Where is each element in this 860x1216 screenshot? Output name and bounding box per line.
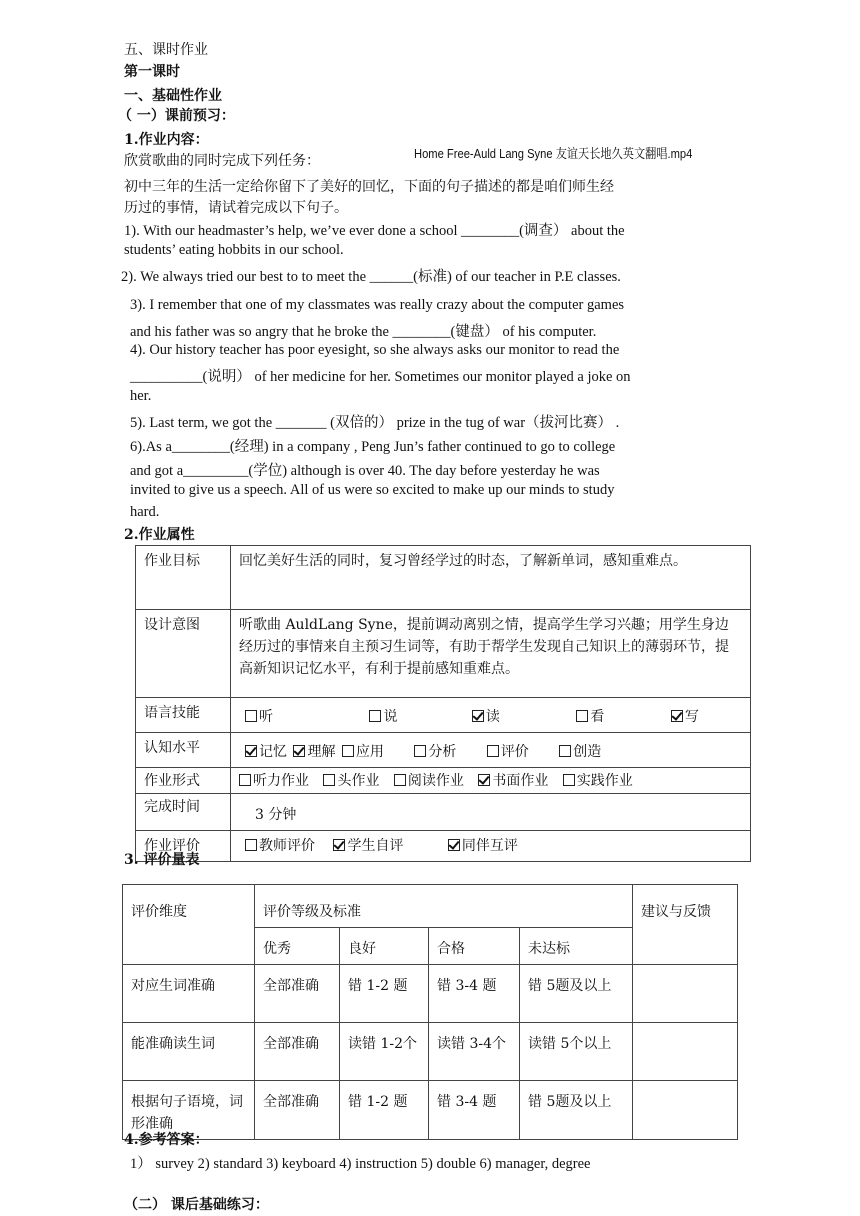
- checkbox-checked-icon[interactable]: [333, 839, 345, 851]
- intro-text-3: 历过的事情，请试着完成以下句子。: [124, 200, 348, 216]
- rubric-header-level: 评价等级及标准: [255, 885, 633, 928]
- time-value: 3 分钟: [231, 794, 751, 831]
- after-class-heading: （二） 课后基础练习：: [124, 1197, 269, 1213]
- evaluation-option[interactable]: 学生自评: [333, 835, 403, 857]
- cognition-option[interactable]: 应用: [342, 741, 384, 763]
- answers-text: 1） survey 2) standard 3) keyboard 4) instruction 5) double 6) manager, degree: [130, 1156, 591, 1172]
- checkbox-icon[interactable]: [369, 710, 381, 722]
- design-value: 听歌曲 AuldLang Syne，提前调动离别之情，提高学生学习兴趣；用学生身边经历过的事情来自主预习生词等，有助于帮学生发现自己知识上的薄弱环节，提高新知识记忆水平，有利于提前感知重难点。: [231, 610, 751, 698]
- goal-key: 作业目标: [136, 546, 231, 610]
- cognition-option[interactable]: 评价: [487, 741, 529, 763]
- question-3-line-1: 3). I remember that one of my classmates was really crazy about the computer games: [130, 297, 625, 313]
- time-key: 完成时间: [136, 794, 231, 831]
- rubric-table: [122, 884, 738, 1140]
- checkbox-checked-icon[interactable]: [245, 745, 257, 757]
- lesson-heading: 第一课时: [124, 64, 180, 80]
- skill-options: [231, 698, 751, 733]
- checkbox-icon[interactable]: [342, 745, 354, 757]
- answers-title: 4.参考答案：: [124, 1132, 209, 1148]
- design-key: 设计意图: [136, 610, 231, 698]
- cognition-option[interactable]: 分析: [414, 741, 456, 763]
- cognition-option[interactable]: 理解: [293, 741, 335, 763]
- checkbox-checked-icon[interactable]: [671, 710, 683, 722]
- form-options: [231, 768, 751, 794]
- rubric-feedback-cell: [633, 1081, 738, 1140]
- cognition-option[interactable]: 记忆: [245, 741, 287, 763]
- rubric-cell: 错 3-4 题: [429, 1081, 520, 1140]
- rubric-header-dimension: 评价维度: [123, 885, 255, 965]
- rubric-cell: 错 3-4 题: [429, 965, 520, 1023]
- level-label: 未达标: [520, 928, 633, 965]
- evaluation-option[interactable]: 同伴互评: [448, 835, 518, 857]
- attributes-table: [135, 545, 751, 862]
- form-key: 作业形式: [136, 768, 231, 794]
- cognition-options: [231, 733, 751, 768]
- attributes-title: 2.作业属性: [124, 527, 195, 543]
- rubric-cell: 错 5题及以上: [520, 1081, 633, 1140]
- level-label: 优秀: [255, 928, 340, 965]
- question-5: 5). Last term, we got the _______ (双倍的） prize in the tug of war（拔河比赛） .: [130, 415, 620, 431]
- question-6-line-1: 6).As a________(经理) in a company , Peng Jun’s father continued to go to college: [130, 439, 616, 455]
- video-link[interactable]: Home Free-Auld Lang Syne 友谊天长地久英文翻唱.mp4: [414, 146, 693, 161]
- checkbox-checked-icon[interactable]: [293, 745, 305, 757]
- content-title: 1.作业内容：: [124, 132, 209, 148]
- rubric-feedback-cell: [633, 1023, 738, 1081]
- rubric-dimension: 能准确读生词: [123, 1023, 255, 1081]
- cognition-key: 认知水平: [136, 733, 231, 768]
- form-option[interactable]: 实践作业: [563, 770, 633, 792]
- form-option[interactable]: 书面作业: [478, 770, 548, 792]
- skill-option[interactable]: 听: [245, 706, 355, 728]
- checkbox-icon[interactable]: [394, 774, 406, 786]
- question-1-line-1: 1). With our headmaster’s help, we’ve ever done a school ________(调查） about the: [124, 223, 625, 239]
- evaluation-option[interactable]: 教师评价: [245, 835, 315, 857]
- skill-option[interactable]: 说: [369, 706, 457, 728]
- sub-heading: （ 一）课前预习：: [118, 108, 235, 124]
- rubric-title: 3. 评价量表: [124, 852, 200, 868]
- checkbox-checked-icon[interactable]: [448, 839, 460, 851]
- question-6-line-2: and got a_________(学位) although is over 40. The day before yesterday he was: [130, 463, 600, 479]
- checkbox-icon[interactable]: [323, 774, 335, 786]
- form-option[interactable]: 听力作业: [239, 770, 309, 792]
- goal-value: 回忆美好生活的同时，复习曾经学过的时态，了解新单词，感知重难点。: [231, 546, 751, 610]
- section-heading: 五、课时作业: [124, 42, 208, 58]
- rubric-cell: 错 5题及以上: [520, 965, 633, 1023]
- level-label: 良好: [340, 928, 429, 965]
- rubric-dimension: 根据句子语境，词形准确: [123, 1081, 255, 1140]
- form-option[interactable]: 阅读作业: [394, 770, 464, 792]
- skill-option[interactable]: 读: [472, 706, 562, 728]
- question-2: 2). We always tried our best to to meet the ______(标准) of our teacher in P.E classes.: [121, 269, 621, 285]
- rubric-dimension: 对应生词准确: [123, 965, 255, 1023]
- checkbox-icon[interactable]: [245, 839, 257, 851]
- checkbox-icon[interactable]: [239, 774, 251, 786]
- intro-text-2: 初中三年的生活一定给你留下了美好的回忆，下面的句子描述的都是咱们师生经: [124, 179, 614, 195]
- evaluation-options: [231, 831, 751, 862]
- rubric-cell: 错 1-2 题: [340, 965, 429, 1023]
- rubric-cell: 全部准确: [255, 1023, 340, 1081]
- rubric-cell: 读错 3-4个: [429, 1023, 520, 1081]
- rubric-cell: 错 1-2 题: [340, 1081, 429, 1140]
- rubric-cell: 读错 1-2个: [340, 1023, 429, 1081]
- checkbox-checked-icon[interactable]: [478, 774, 490, 786]
- rubric-header-feedback: 建议与反馈: [633, 885, 738, 965]
- part-heading: 一、基础性作业: [124, 88, 222, 104]
- checkbox-icon[interactable]: [414, 745, 426, 757]
- question-3-line-2: and his father was so angry that he broke the ________(键盘） of his computer.: [130, 324, 597, 340]
- rubric-cell: 全部准确: [255, 965, 340, 1023]
- cognition-option[interactable]: 创造: [559, 741, 601, 763]
- form-option[interactable]: 头作业: [323, 770, 379, 792]
- question-6-line-3: invited to give us a speech. All of us were so excited to make up our minds to study: [130, 482, 615, 498]
- question-1-line-2: students’ eating hobbits in our school.: [124, 242, 344, 258]
- level-label: 合格: [429, 928, 520, 965]
- question-4-line-1: 4). Our history teacher has poor eyesight, so she always asks our monitor to read the: [130, 342, 620, 358]
- question-4-line-3: her.: [130, 388, 152, 404]
- question-6-line-4: hard.: [130, 504, 160, 520]
- rubric-feedback-cell: [633, 965, 738, 1023]
- rubric-cell: 全部准确: [255, 1081, 340, 1140]
- intro-text: 欣赏歌曲的同时完成下列任务：: [124, 153, 320, 169]
- checkbox-icon[interactable]: [576, 710, 588, 722]
- checkbox-icon[interactable]: [559, 745, 571, 757]
- skill-option[interactable]: 看: [576, 706, 656, 728]
- skill-option[interactable]: 写: [671, 706, 699, 728]
- rubric-cell: 读错 5个以上: [520, 1023, 633, 1081]
- checkbox-icon[interactable]: [563, 774, 575, 786]
- checkbox-icon[interactable]: [245, 710, 257, 722]
- question-4-line-2: __________(说明） of her medicine for her. Sometimes our monitor played a joke on: [130, 369, 631, 385]
- checkbox-icon[interactable]: [487, 745, 499, 757]
- evaluation-key: 作业评价: [136, 831, 231, 862]
- skill-key: 语言技能: [136, 698, 231, 733]
- checkbox-checked-icon[interactable]: [472, 710, 484, 722]
